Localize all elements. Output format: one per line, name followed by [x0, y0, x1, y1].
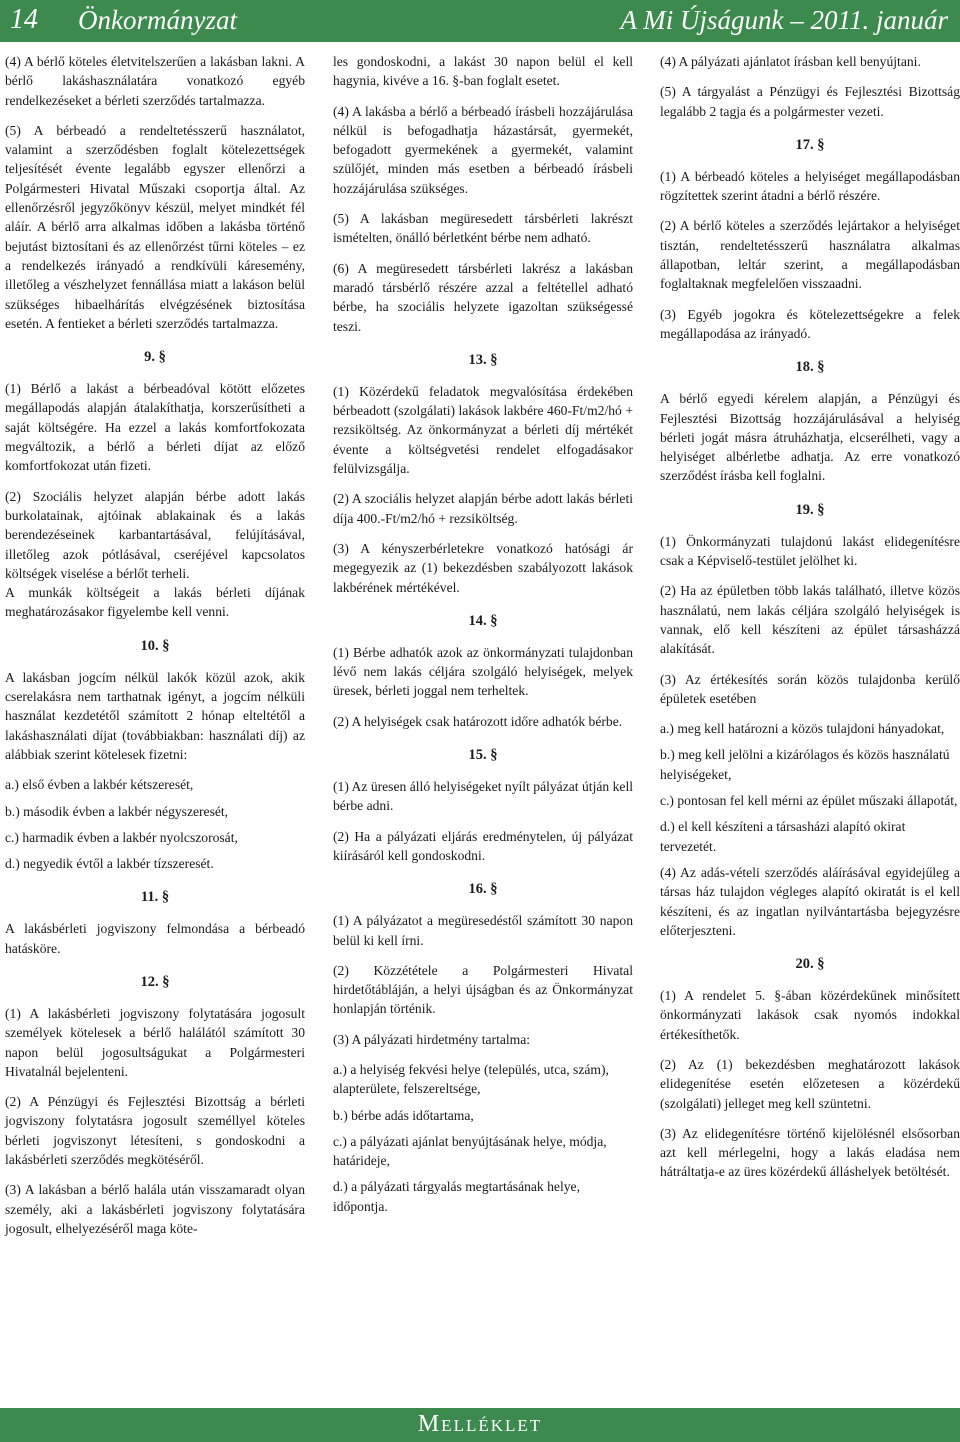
- paragraph: (4) Az adás-vételi szerződés aláírásával egyidejűleg a társas ház tulajdon végleges alapító okiratát is el kell készíteni, és az ingatlan nyilvántartásba bejegyzésre előterjeszteni.: [660, 864, 960, 938]
- paragraph: A lakásbérleti jogviszony felmondása a bérbeadó hatásköre.: [5, 921, 305, 956]
- paragraph: (4) A lakásba a bérlő a bérbeadó írásbeli hozzájárulása nélkül is befogadhatja házastársát, gyermekét, befogadott gyermekének a gyermekét, valamint szülőjét, minden más esetben a bérbeadó írásbeli hozzájárulása szükséges.: [333, 103, 633, 196]
- text-column-3: [660, 52, 960, 1193]
- paragraph: (2) Közzététele a Polgármesteri Hivatal hirdetőtábláján, a helyi újságban és az Önkormányzat honlapján történik.: [333, 962, 633, 1017]
- section-title: Önkormányzat: [78, 5, 237, 35]
- section-heading: 18. §: [795, 359, 825, 376]
- paragraph: (2) A szociális helyzet alapján bérbe adott lakás bérleti díja 400.-Ft/m2/hó + rezsiköltség.: [333, 491, 633, 526]
- paragraph: (4) A pályázati ajánlatot írásban kell benyújtani.: [660, 54, 921, 69]
- section-heading: 12. §: [140, 973, 170, 990]
- paragraph: (1) Bérlő a lakást a bérbeadóval kötött előzetes megállapodás alapján átalakíthatja, korszerűsítheti a saját költségére. Ha ezzel a lakás komfortfokozata megváltozik, a bérlő a bérleti díjat az előző komfortfokozat után fizeti.: [5, 381, 305, 474]
- text-column-1: [5, 52, 305, 1249]
- paragraph: (3) Az értékesítés során közös tulajdonba kerülő épületek esetében: [660, 671, 960, 706]
- list-item: b.) bérbe adás időtartama,: [333, 1107, 474, 1123]
- section-heading: 14. §: [468, 612, 498, 629]
- footer-label: Melléklet: [417, 1411, 543, 1437]
- paragraph: (2) A Pénzügyi és Fejlesztési Bizottság a bérleti jogviszony folytatásra jogosult személlyel köteles bérleti jogviszonyt létesíteni, s gondoskodni a lakásbérleti szerződés megkötéséről.: [5, 1094, 305, 1168]
- paragraph: (2) Ha a pályázati eljárás eredménytelen, új pályázat kiírásáról kell gondoskodni.: [333, 828, 633, 863]
- list-item: b.) meg kell jelölni a kizárólagos és közös használatú helyiségeket,: [660, 747, 950, 782]
- paragraph: (2) A helyiségek csak határozott időre adhatók bérbe.: [333, 713, 623, 729]
- paragraph: (1) A rendelet 5. §-ában közérdekűnek minősített önkormányzati lakások csak nyomós indokkal értékesíthetők.: [660, 988, 960, 1042]
- paragraph: (2) Szociális helyzet alapján bérbe adott lakás burkolatainak, ajtóinak ablakainak és a lakás berendezéseinek karbantartásával, felújításával, illetőleg azok pótlásával, cseréjével kapcsolatos költségek viselése a bérlőt terheli.: [5, 488, 305, 581]
- paragraph: (2) Ha az épületben több lakás található, illetve közös használatú, nem lakás céljára szolgáló helyiségek is vannak, elő kell készíteni az épület társasházzá alakítását.: [660, 583, 960, 657]
- paragraph: (1) Az üresen álló helyiségeket nyílt pályázat útján kell bérbe adni.: [333, 779, 633, 814]
- list-item: a.) meg kell határozni a közös tulajdoni hányadokat,: [660, 721, 945, 737]
- paragraph: A munkák költségeit a lakás bérleti díjának meghatározásakor figyelembe kell venni.: [5, 585, 305, 620]
- section-heading: 9. §: [144, 349, 166, 366]
- paragraph: (1) A lakásbérleti jogviszony folytatására jogosult személyek kötelesek a bérlő halálától számított 30 napon belül jogosultságukat a Polgármesteri Hivatalnál bejelenteni.: [5, 1005, 305, 1079]
- list-item: c.) pontosan fel kell mérni az épület műszaki állapotát,: [660, 793, 958, 809]
- section-heading: 19. §: [795, 501, 825, 518]
- list-item: c.) harmadik évben a lakbér nyolcszorosát,: [5, 829, 238, 845]
- list-item: c.) a pályázati ajánlat benyújtásának helye, módja, határideje,: [333, 1133, 607, 1169]
- section-heading: 15. §: [468, 747, 498, 764]
- section-heading: 20. §: [795, 956, 825, 973]
- paragraph: (3) Az elidegenítésre történő kijelölésnél elsősorban azt kell mérlegelni, hogy a lakás eladása nem hátráltatja-e az üres közérdekű álláshelyek betöltését.: [660, 1125, 960, 1180]
- paragraph: (3) Egyéb jogokra és kötelezettségekre a felek megállapodása az irányadó.: [660, 306, 960, 341]
- list-item: d.) negyedik évtől a lakbér tízszeresét.: [5, 856, 214, 872]
- paragraph: (1) A pályázatot a megüresedéstől számított 30 napon belül ki kell írni.: [333, 913, 633, 948]
- section-heading: 11. §: [140, 889, 170, 906]
- page-footer: [0, 1408, 960, 1442]
- paragraph: (3) A pályázati hirdetmény tartalma:: [333, 1031, 531, 1047]
- section-heading: 16. §: [468, 881, 498, 898]
- list-item: d.) a pályázati tárgyalás megtartásának helye, időpontja.: [333, 1179, 580, 1214]
- paragraph: (1) Önkormányzati tulajdonú lakást elidegenítésre csak a Képviselő-testület jelölhet ki.: [660, 533, 960, 569]
- section-heading: 17. §: [795, 136, 825, 153]
- section-heading: 13. §: [468, 351, 498, 368]
- list-item: b.) második évben a lakbér négyszeresét,: [5, 803, 229, 819]
- paragraph: (1) Közérdekű feladatok megvalósítása érdekében bérbeadott (szolgálati) lakások lakbére 460-Ft/m2/hó + rezsiköltség. Az önkormányzat a bérleti díj mértékét évente a költségvetési rendelet elfogadásakor felülvizsgálja.: [333, 383, 633, 477]
- paragraph: les gondoskodni, a lakást 30 napon belül el kell hagynia, kivéve a 16. §-ban foglalt esetet.: [333, 54, 633, 89]
- page-number: 14: [10, 4, 38, 35]
- paragraph: A bérlő egyedi kérelem alapján, a Pénzügyi és Fejlesztési Bizottság hozzájárulásával a helyiség bérleti jogát másra átruházhatja, elcserélheti, vagy a helyiséget albérletbe adhatja. Az erre vonatkozó szerződést írásba kell foglalni.: [660, 391, 960, 484]
- list-item: a.) első évben a lakbér kétszeresét,: [5, 777, 194, 793]
- paragraph: (5) A tárgyalást a Pénzügyi és Fejlesztési Bizottság legalább 2 tagja és a polgármester vezeti.: [660, 84, 960, 119]
- text-column-2: [333, 52, 633, 1223]
- paragraph: (5) A bérbeadó a rendeltetésszerű használatot, valamint a szerződésben foglalt kötelezettségek teljesítését évente legalább egyszer ellenőrzi a Polgármesteri Hivatal Műszaki csoportja által. Az ellenőrzésről jegyzőkönyv készül, melyet mindkét fél aláír. A bérlő arra alkalmas időben a lakásba történő bejutást biztosítani és az ellenőrzést tűrni köteles ‒ ez a rendelkezés irányadó a rendkívüli káresemény, illetőleg a vészhelyzet fennállása miatt a lakáson belül szükséges hibaelhárítás elvégzésének biztosítása esetén. A fentieket a bérleti szerződés tartalmazza.: [5, 122, 305, 331]
- section-heading: 10. §: [140, 637, 170, 654]
- paragraph: (4) A bérlő köteles életvitelszerűen a lakásban lakni. A bérlő lakáshasználatára vonatkozó egyéb rendelkezéseket a bérleti szerződés tartalmazza.: [5, 54, 305, 108]
- paragraph: (1) Bérbe adhatók azok az önkormányzati tulajdonban lévő nem lakás céljára szolgáló helyiségek, melyek üresek, bérleti joggal nem terheltek.: [333, 644, 633, 699]
- paragraph: (2) A bérlő köteles a szerződés lejártakor a helyiséget tisztán, rendeltetésszerű használatra alkalmas állapotban, leltár szerint, a megállapodásban foglaltaknak megfelelően visszaadni.: [660, 218, 960, 292]
- paragraph: A lakásban jogcím nélkül lakók közül azok, akik cserelakásra nem tarthatnak igényt, a jogcím nélküli használat kezdetétől számított 2 hónap elteltétől a lakáshasználati díjat (továbbiakban: használati díj) az alábbiak szerint kötelesek fizetni:: [5, 669, 305, 762]
- paragraph: (1) A bérbeadó köteles a helyiséget megállapodásban rögzítettek szerint átadni a bérlő részére.: [660, 168, 960, 204]
- publication-title: A Mi Újságunk – 2011. január: [620, 5, 948, 35]
- page-header: [0, 0, 960, 42]
- paragraph: (5) A lakásban megüresedett társbérleti lakrészt ismételten, önálló bérletként bérbe nem adható.: [333, 211, 633, 246]
- paragraph: (6) A megüresedett társbérleti lakrész a lakásban maradó társbérlő részére azzal a feltétellel adható bérbe, ha szociális helyzete igazoltan szükségessé teszi.: [333, 260, 633, 334]
- list-item: a.) a helyiség fekvési helye (település, utca, szám), alapterülete, felszereltsége,: [333, 1061, 609, 1097]
- paragraph: (2) Az (1) bekezdésben meghatározott lakások elidegenítése esetén előzetesen a közérdekű (szolgálati) jelleget meg kell szüntetni.: [660, 1056, 960, 1111]
- paragraph: (3) A kényszerbérletekre vonatkozó hatósági ár megegyezik az (1) bekezdésben szabályozott lakások lakbérének mértékével.: [333, 540, 633, 595]
- paragraph: (3) A lakásban a bérlő halála után visszamaradt olyan személy, aki a lakásbérleti jogviszony folytatására jogosult, elhelyezéséről maga köte-: [5, 1182, 305, 1236]
- list-item: d.) el kell készíteni a társasházi alapító okirat tervezetét.: [660, 819, 906, 854]
